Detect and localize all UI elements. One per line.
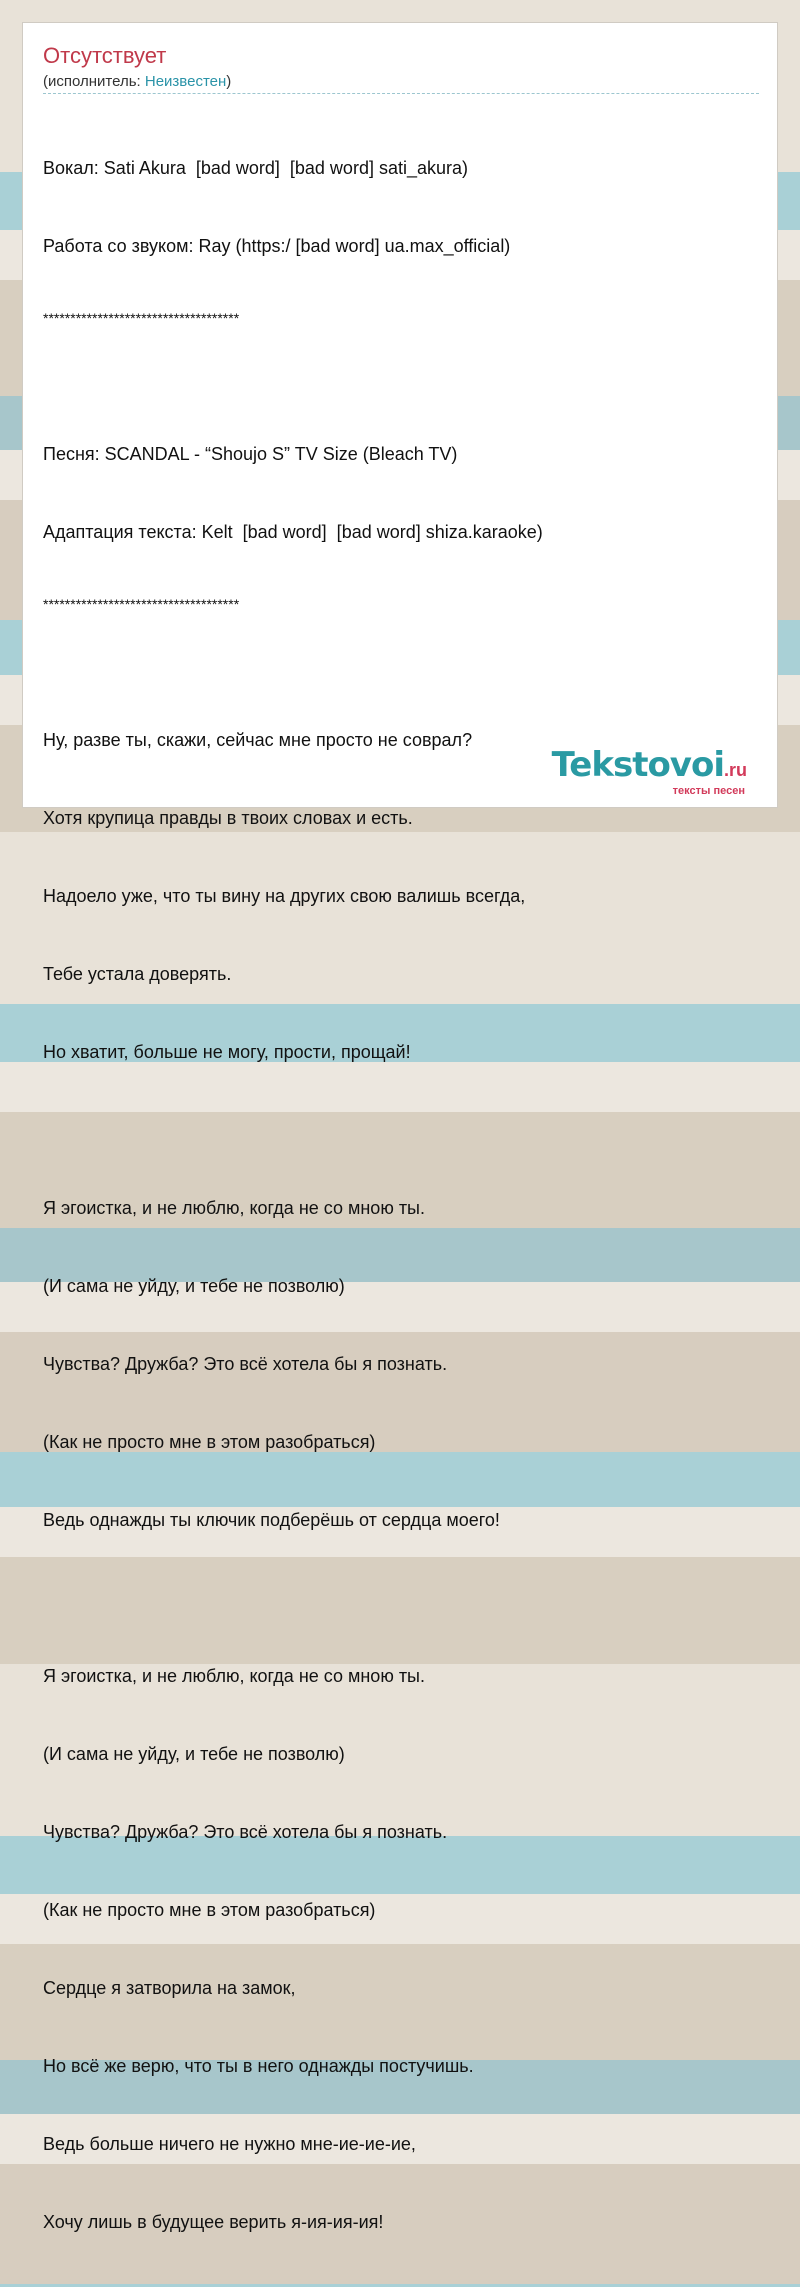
- lyric-line: Я эгоистка, и не люблю, когда не со мною ты.: [43, 1666, 425, 1686]
- blank-line: [43, 1585, 759, 1611]
- lyric-line: Чувства? Дружба? Это всё хотела бы я познать.: [43, 1822, 448, 1842]
- lyric-line: Ну, разве ты, скажи, сейчас мне просто не соврал?: [43, 730, 473, 750]
- lyric-line: (И сама не уйду, и тебе не позволю): [43, 1744, 345, 1764]
- logo-tagline: тексты песен: [672, 785, 745, 797]
- spacer: [43, 665, 759, 675]
- lyric-line: Песня: SCANDAL - “Shoujo S” TV Size (Bleach TV): [43, 444, 458, 464]
- lyric-line: Я эгоистка, и не люблю, когда не со мною ты.: [43, 1198, 425, 1218]
- lyric-line: Хотя крупица правды в твоих словах и есть.: [43, 808, 413, 828]
- lyric-line: Ведь однажды ты ключик подберёшь от сердца моего!: [43, 1510, 500, 1530]
- artist-prefix: (исполнитель:: [43, 73, 145, 90]
- lyric-line: Надоело уже, что ты вину на других свою валишь всегда,: [43, 886, 526, 906]
- lyric-line: Ведь больше ничего не нужно мне-ие-ие-ие,: [43, 2134, 416, 2154]
- artist-line: [43, 73, 231, 90]
- lyric-line: Работа со звуком: Ray (https:/ [bad word] ua.max_official): [43, 236, 511, 256]
- lyric-line: Вокал: Sati Akura [bad word] [bad word] sati_akura): [43, 158, 468, 178]
- lyric-line: Адаптация текста: Kelt [bad word] [bad word] shiza.karaoke): [43, 522, 543, 542]
- logo-wordmark: Tekstovoi: [551, 745, 724, 785]
- lyrics-text: [43, 103, 759, 2287]
- lyric-line: Но всё же верю, что ты в него однажды постучишь.: [43, 2056, 474, 2076]
- lyric-line: Тебе устала доверять.: [43, 964, 232, 984]
- lyric-line: Сердце я затворила на замок,: [43, 1978, 296, 1998]
- lyric-line: Чувства? Дружба? Это всё хотела бы я познать.: [43, 1354, 448, 1374]
- lyric-line: Но хватит, больше не могу, прости, прощай!: [43, 1042, 411, 1062]
- site-logo[interactable]: [551, 745, 747, 797]
- lyric-line: (И сама не уйду, и тебе не позволю): [43, 1276, 345, 1296]
- lyric-line: (Как не просто мне в этом разобраться): [43, 1432, 376, 1452]
- separator-line: ************************************: [43, 310, 240, 326]
- artist-suffix: ): [226, 73, 232, 90]
- lyric-line: Хочу лишь в будущее верить я-ия-ия-ия!: [43, 2212, 384, 2232]
- lyrics-card: [22, 22, 778, 2232]
- divider: [43, 93, 759, 94]
- spacer: [43, 379, 759, 389]
- artist-link[interactable]: Неизвестен: [144, 73, 227, 90]
- separator-line: ************************************: [43, 596, 240, 612]
- lyric-line: (Как не просто мне в этом разобраться): [43, 1900, 376, 1920]
- blank-line: [43, 1117, 759, 1143]
- song-title: Отсутствует: [43, 43, 167, 68]
- logo-tld: .ru: [723, 760, 747, 780]
